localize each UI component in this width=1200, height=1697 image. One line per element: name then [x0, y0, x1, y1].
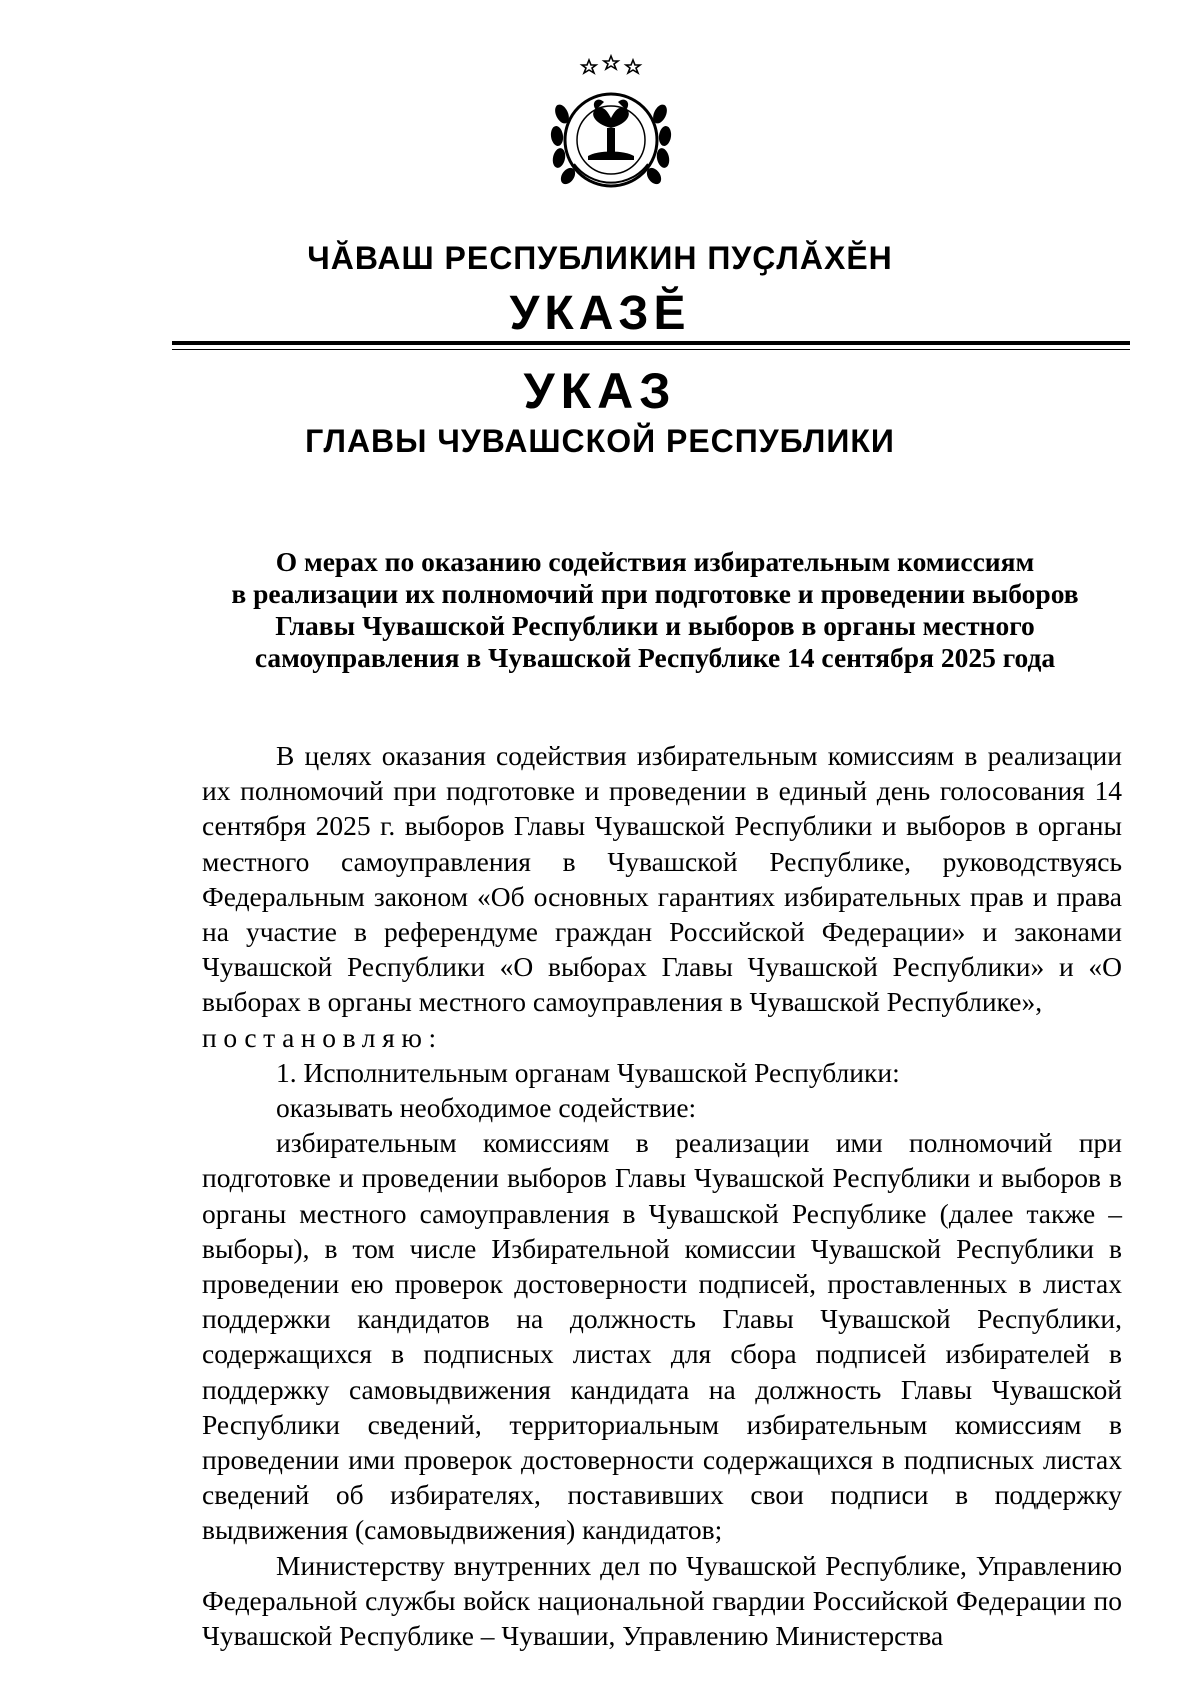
header-chuvash-line1: ЧĂВАШ РЕСПУБЛИКИН ПУҪЛĂХĔН	[307, 240, 893, 276]
title-line: О мерах по оказанию содействия избирательным комиссиям	[275, 546, 1035, 577]
star-icons	[582, 56, 640, 73]
body-paragraph: Министерству внутренних дел по Чувашской Республике, Управлению Федеральной службы войск национальной гвардии Российской Федерации по Чувашской Республике – Чувашии, Управлению Министерства	[202, 1549, 1122, 1652]
header-divider-thick	[172, 341, 1130, 345]
title-line: Главы Чувашской Республики и выборов в органы местного	[275, 610, 1035, 641]
document-title	[200, 546, 1110, 674]
header-divider-thin	[172, 349, 1130, 350]
coat-of-arms-emblem	[546, 52, 676, 202]
body-paragraph: оказывать необходимое содействие:	[276, 1092, 697, 1124]
document-body	[202, 738, 1122, 1653]
body-paragraph-item-1: 1. Исполнительным органам Чувашской Республики:	[276, 1056, 900, 1088]
header-russian-ukaz: УКАЗ	[523, 363, 677, 419]
title-line: в реализации их полномочий при подготовке и проведении выборов	[231, 578, 1079, 609]
body-paragraph-resolve: постановляю:	[202, 1021, 443, 1053]
body-paragraph-preamble: В целях оказания содействия избирательным комиссиям в реализации их полномочий при подготовке и проведении в единый день голосования 14 сентября 2025 г. выборов Главы Чувашской Республики и выборов в органы местного самоуправления в Чувашской Республике, руководствуясь Федеральным законом «Об основных гарантиях избирательных прав и права на участие в референдуме граждан Российской Федерации» и законами Чувашской Республики «О выборах Главы Чувашской Республики» и «О выборах в органы местного самоуправления в Чувашской Республике»,	[202, 740, 1122, 1018]
body-paragraph: избирательным комиссиям в реализации ими полномочий при подготовке и проведении выборов Главы Чувашской Республики и выборов в органы местного самоуправления в Чувашской Республике (далее также – выборы), в том числе Избирательной комиссии Чувашской Республики в проведении ею проверок достоверности подписей, проставленных в листах поддержки кандидатов на должность Главы Чувашской Республики, содержащихся в подписных листах для сбора подписей избирателей в поддержку самовыдвижения кандидата на должность Главы Чувашской Республики сведений, территориальным избирательным комиссиям в проведении ими проверок достоверности содержащихся в подписных листах сведений об избирателях, поставивших свои подписи в поддержку выдвижения (самовыдвижения) кандидатов;	[202, 1127, 1122, 1546]
title-line: самоуправления в Чувашской Республике 14 сентября 2025 года	[254, 642, 1056, 673]
header-russian-line2: ГЛАВЫ ЧУВАШСКОЙ РЕСПУБЛИКИ	[305, 423, 895, 459]
header-chuvash-ukaze: УКАЗĔ	[509, 287, 691, 340]
